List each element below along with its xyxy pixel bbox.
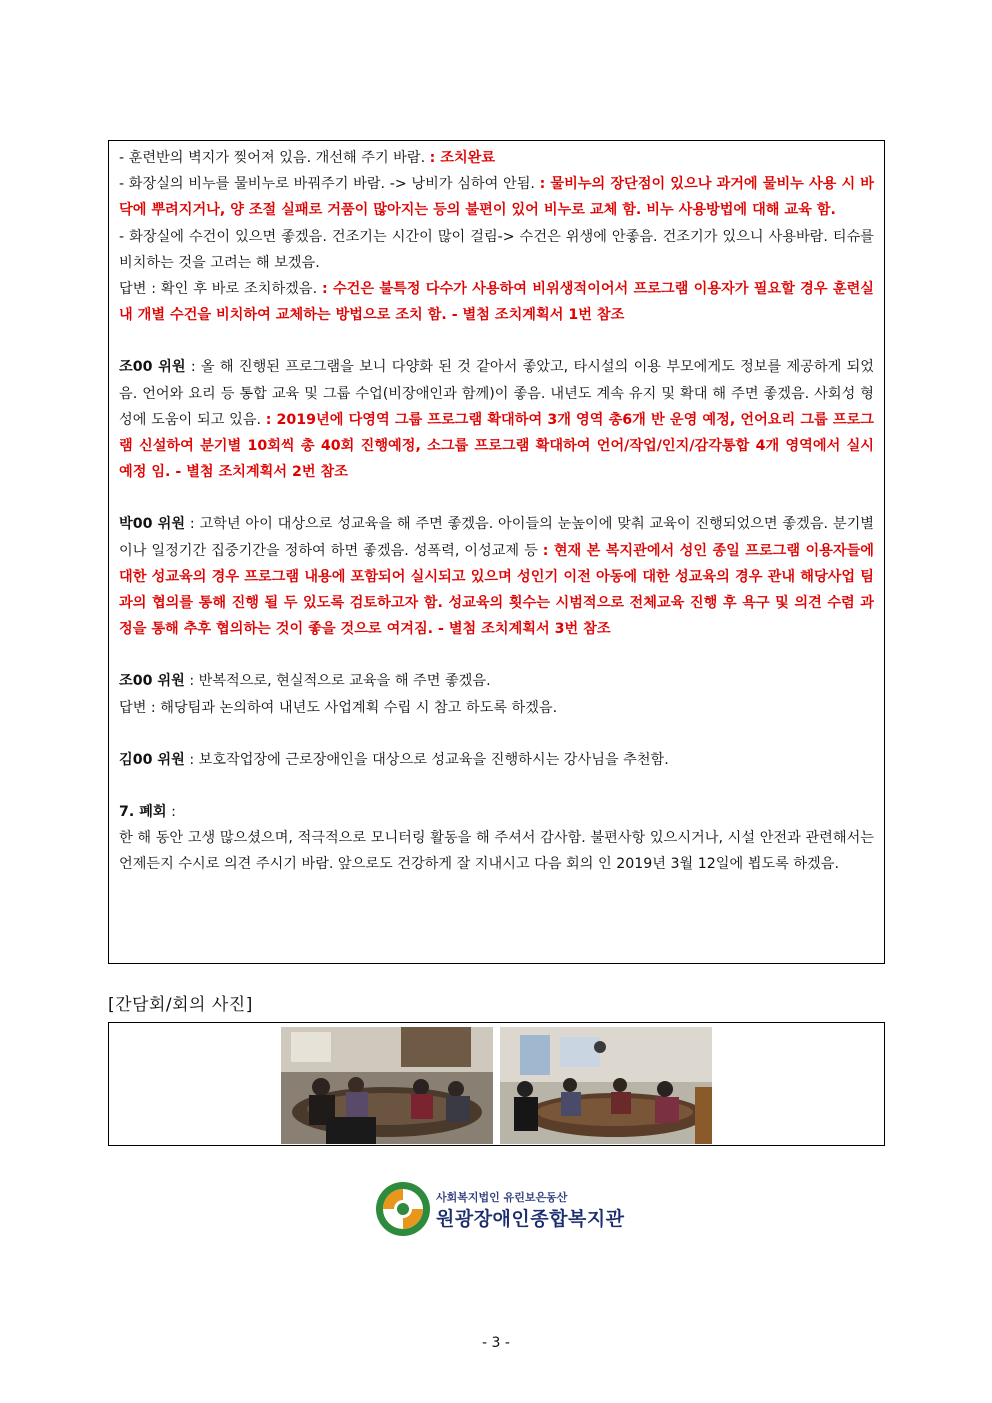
answer-towel: 답변 : 확인 후 바로 조치하겠음. : 수건은 불특정 다수가 사용하여 비위생적이어서 프로그램 이용자가 필요할 경우 훈련실 내 개별 수건을 비치하여 교체하는 방법으로 조치 함. - 별첨 조치계획서 1번 참조 xyxy=(119,281,874,324)
organization-logo xyxy=(374,1180,634,1240)
answer-text: : 수건은 불특정 다수가 사용하여 비위생적이어서 프로그램 이용자가 필요할 경우 훈련실 내 개별 수건을 비치하여 교체하는 방법으로 조치 함. - 별첨 조치계획서 1번 참조 xyxy=(119,281,874,324)
meeting-photo-1 xyxy=(281,1027,493,1144)
photos-section-title: [간담회/회의 사진] xyxy=(108,995,253,1015)
logo-emblem-icon xyxy=(374,1180,432,1238)
answer-text: : 현재 본 복지관에서 성인 종일 프로그램 이용자들에 대한 성교육의 경우 프로그램 내용에 포함되어 실시되고 있으며 성인기 이전 아동에 대한 성교육의 경우 관내 해당사업 팀과의 협의를 통해 진행 될 두 있도록 검토하고자 함. 성교육의 횟수는 시범적으로 전체교육 진행 후 욕구 및 의견 수렴 과정을 통해 추후 협의하는 것이 좋을 것으로 여겨짐. - 별첨 조치계획서 3번 참조 xyxy=(119,542,874,638)
closing-remarks: 한 해 동안 고생 많으셨으며, 적극적으로 모니터링 활동을 해 주셔서 감사함. 불편사항 있으시거나, 시설 안전과 관련해서는 언제든지 수시로 의견 주시기 바람. 앞으로도 건강하게 잘 지내시고 다음 회의 인 2019년 3월 12일에 뵙도록 하겠음. xyxy=(119,830,874,873)
speaker-name: 조00 위원 xyxy=(119,359,186,376)
logo-name: 원광장애인종합복지관 xyxy=(436,1208,625,1230)
speaker-name: 박00 위원 xyxy=(119,516,186,533)
speaker-name: 조00 위원 xyxy=(119,673,185,690)
meeting-photo-2 xyxy=(500,1027,712,1144)
answer-text: : 물비누의 장단점이 있으나 과거에 물비누 사용 시 바닥에 뿌려지거나, 양 조절 실패로 거품이 많아지는 등의 불편이 있어 비누로 교체 함. 비누 사용방법에 대해 교육 함. xyxy=(119,176,875,219)
opinion-jo-programs: 조00 위원 : 올 해 진행된 프로그램을 보니 다양화 된 것 같아서 좋았고, 타시설의 이용 부모에게도 정보를 제공하게 되었음. 언어와 요리 등 통합 교육 및 그룹 수업(비장애인과 함께)이 좋음. 내년도 계속 유지 및 확대 해 주면 좋겠음. 사회성 형성에 도움이 되고 있음. : 2019년에 다영역 그룹 프로그램 확대하여 3개 영역 총6개 반 운영 예정, 언어요리 그룹 프로그램 신설하여 분기별 10회씩 총 40회 진행예정, 소그룹 프로그램 확대하여 언어/작업/인지/감각통합 4개 영역에서 실시 예정 임. - 별첨 조치계획서 2번 참조 xyxy=(119,359,874,481)
opinion-kim-instructor: 김00 위원 : 보호작업장에 근로장애인을 대상으로 성교육을 진행하시는 강사님을 추천함. xyxy=(119,751,669,768)
answer-text: : 2019년에 다영역 그룹 프로그램 확대하여 3개 영역 총6개 반 운영 예정, 언어요리 그룹 프로그램 신설하여 분기별 10회씩 총 40회 진행예정, 소그룹 프로그램 확대하여 언어/작업/인지/감각통합 4개 영역에서 실시 예정 임. - 별첨 조치계획서 2번 참조 xyxy=(119,411,874,481)
answer-text: : 조치완료 xyxy=(429,150,496,166)
speaker-name: 김00 위원 xyxy=(119,751,185,768)
feedback-soap: - 화장실의 비누를 물비누로 바꿔주기 바람. -> 낭비가 심하여 안됨. : 물비누의 장단점이 있으나 과거에 물비누 사용 시 바닥에 뿌려지거나, 양 조절 실패로 거품이 많아지는 등의 불편이 있어 비누로 교체 함. 비누 사용방법에 대해 교육 함. xyxy=(119,176,875,219)
opinion-jo-education: 조00 위원 : 반복적으로, 현실적으로 교육을 해 주면 좋겠음. xyxy=(119,673,491,690)
answer-team-discussion: 답변 : 해당팀과 논의하여 내년도 사업계획 수립 시 참고 하도록 하겠음. xyxy=(119,699,558,716)
page-number: - 3 - xyxy=(482,1335,510,1351)
feedback-wallpaper: - 훈련반의 벽지가 찢어져 있음. 개선해 주기 바람. : 조치완료 xyxy=(119,150,496,166)
logo-subtitle: 사회복지법인 유린보은동산 xyxy=(436,1191,568,1204)
photos-box xyxy=(108,1022,885,1146)
minutes-content-box xyxy=(108,140,885,964)
opinion-park-sex-education: 박00 위원 : 고학년 아이 대상으로 성교육을 해 주면 좋겠음. 아이들의 눈높이에 맞춰 교육이 진행되었으면 좋겠음. 분기별이나 일정기간 집중기간을 정하여 하면 좋겠음. 성폭력, 이성교제 등 : 현재 본 복지관에서 성인 종일 프로그램 이용자들에 대한 성교육의 경우 프로그램 내용에 포함되어 실시되고 있으며 성인기 이전 아동에 대한 성교육의 경우 관내 해당사업 팀과의 협의를 통해 진행 될 두 있도록 검토하고자 함. 성교육의 횟수는 시범적으로 전체교육 진행 후 욕구 및 의견 수렴 과정을 통해 추후 협의하는 것이 좋을 것으로 여겨짐. - 별첨 조치계획서 3번 참조 xyxy=(119,516,874,638)
feedback-towel: - 화장실에 수건이 있으면 좋겠음. 건조기는 시간이 많이 걸림-> 수건은 위생에 안좋음. 건조기가 있으니 사용바람. 티슈를 비치하는 것을 고려는 해 보겠음. xyxy=(119,228,874,271)
closing-heading: 7. 폐회 : xyxy=(119,804,176,821)
